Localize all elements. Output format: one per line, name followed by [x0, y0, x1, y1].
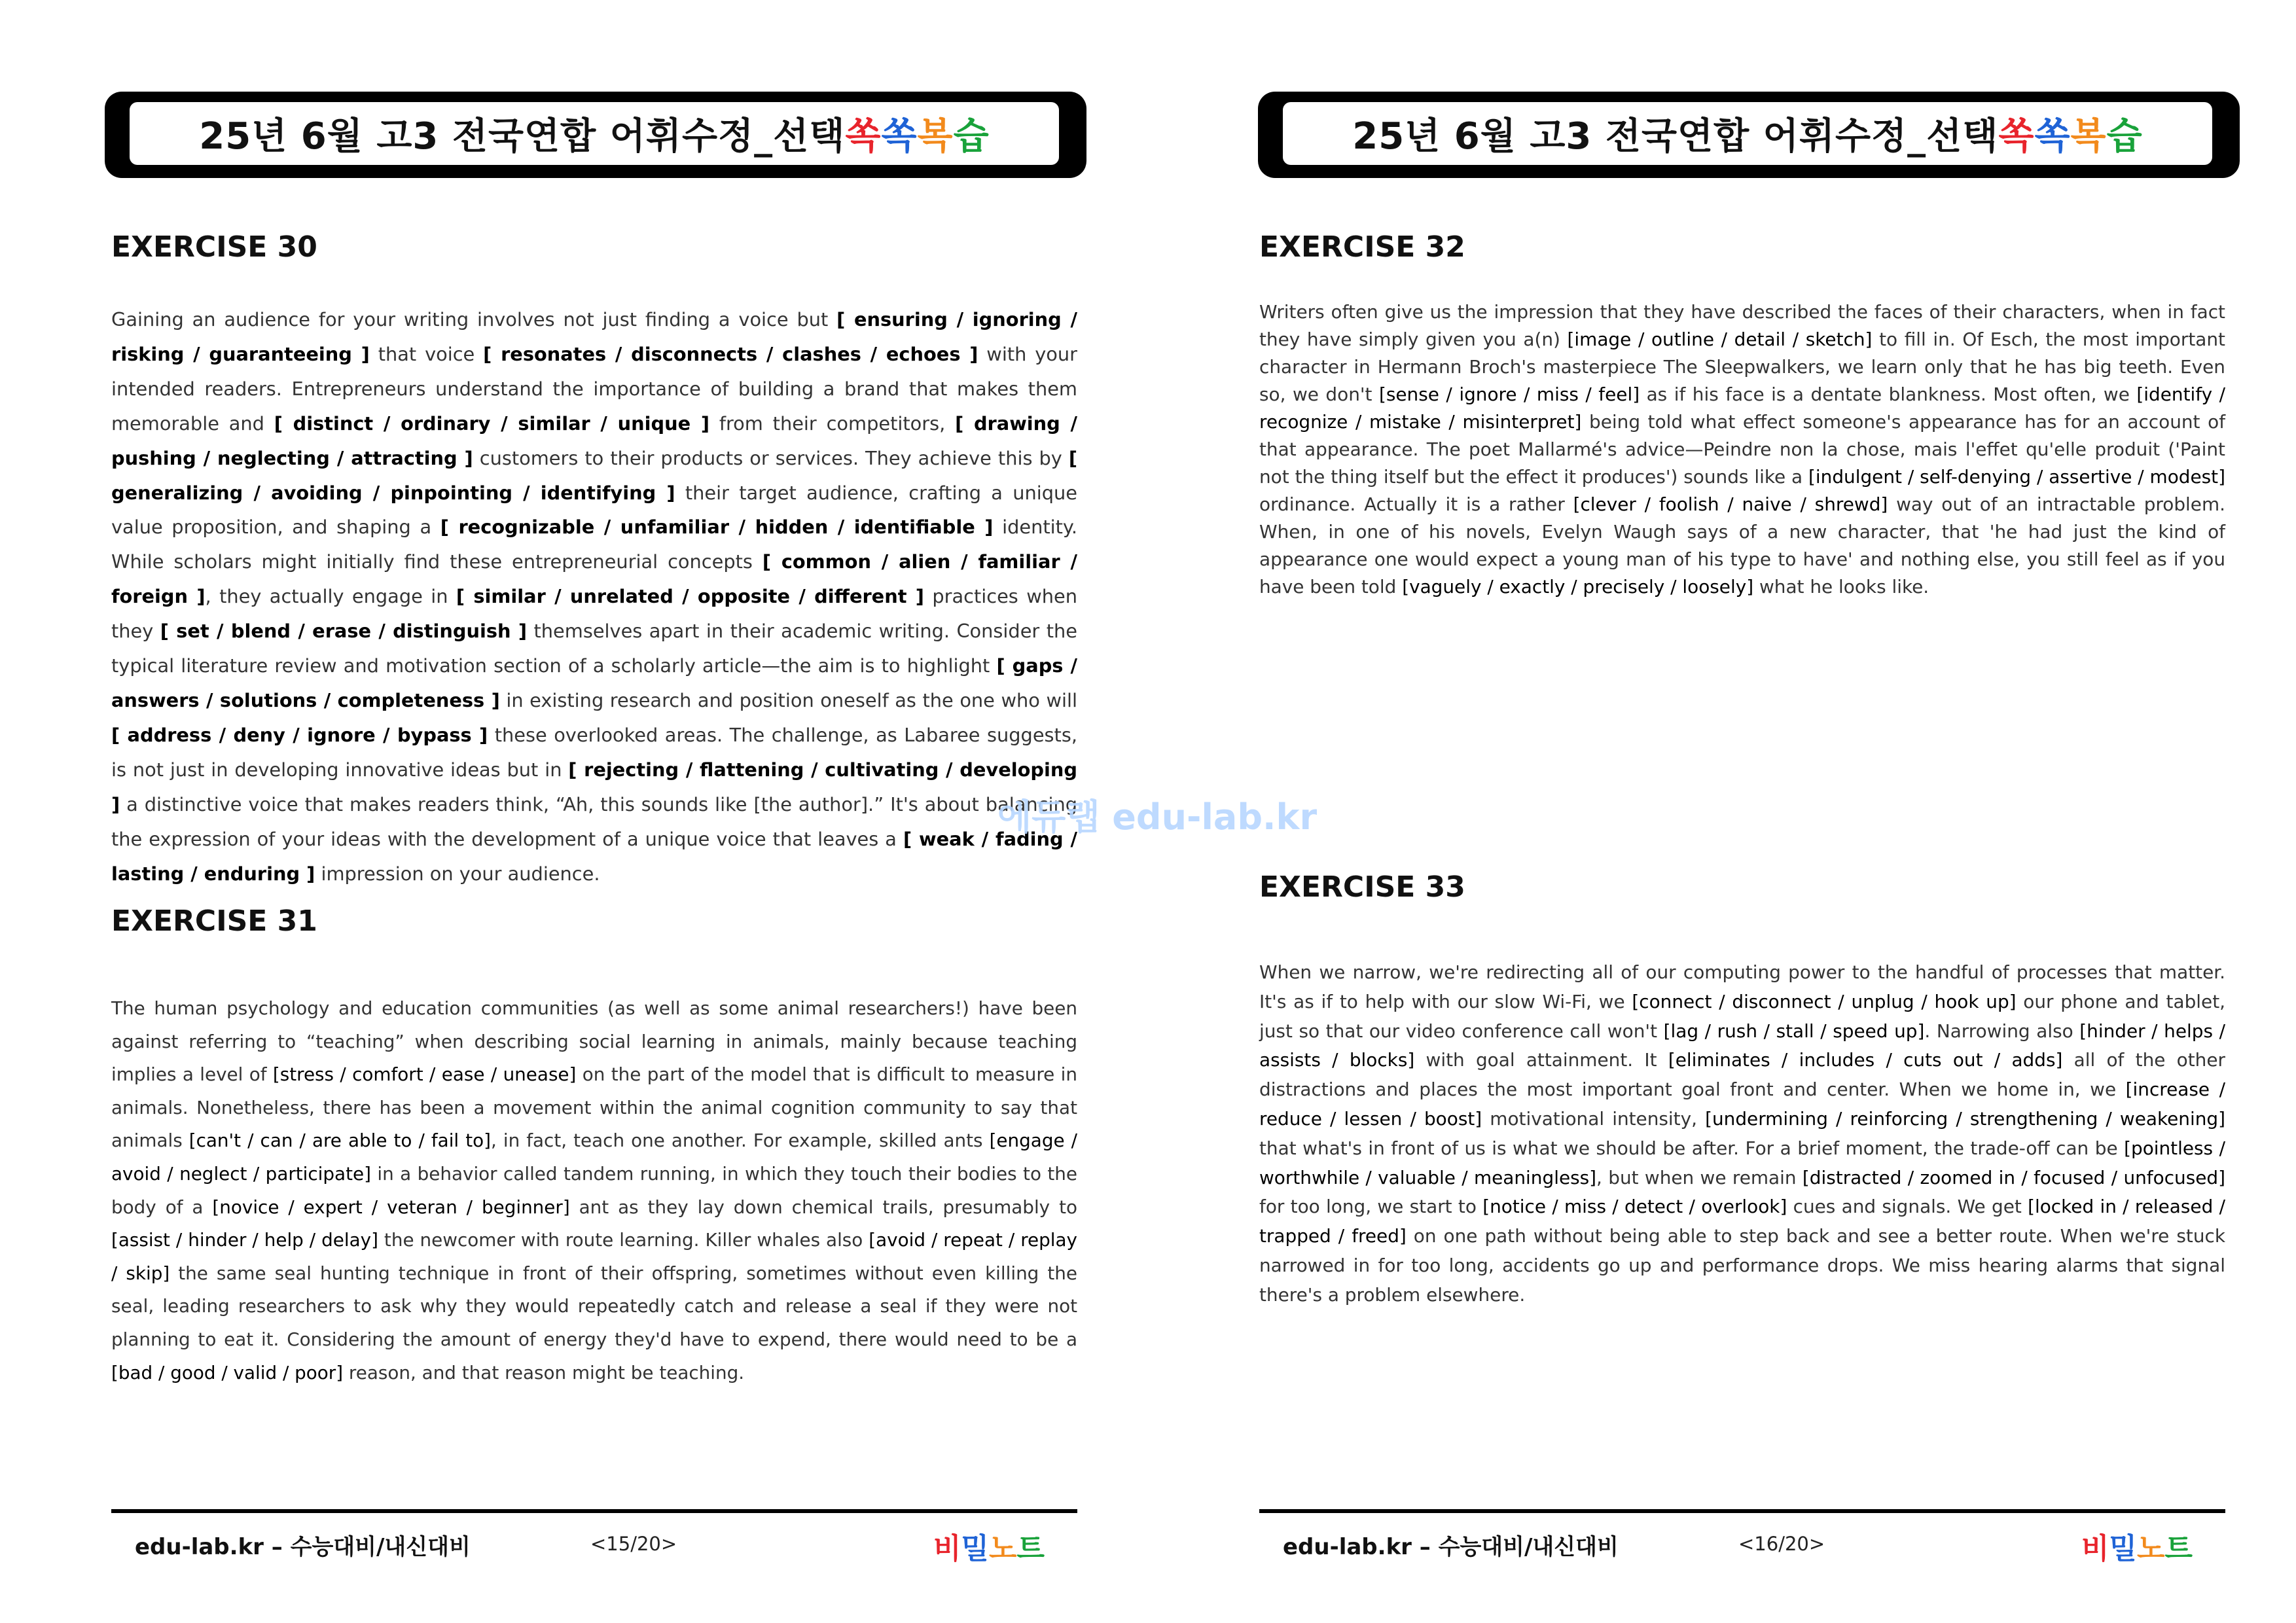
choice-bracket: [ recognizable / unfamiliar / hidden / identifiable ] [440, 516, 994, 539]
header-title [130, 102, 1059, 165]
choice-bracket: [vaguely / exactly / precisely / loosely] [1402, 576, 1754, 597]
choice-bracket: [ ensuring / ignoring / risking / guaranteeing ] [111, 308, 1077, 365]
choice-bracket: [assist / hinder / help / delay] [111, 1229, 378, 1251]
header-accent-2: 쏙 [881, 115, 918, 158]
header-banner [105, 92, 1086, 178]
choice-bracket: [ set / blend / erase / distinguish ] [160, 620, 528, 643]
header-banner [1258, 92, 2240, 178]
footer-divider [1259, 1509, 2225, 1513]
choice-bracket: [ similar / unrelated / opposite / different ] [456, 585, 924, 608]
choice-bracket: [can't / can / are able to / fail to] [188, 1130, 491, 1152]
page-16 [1148, 0, 2296, 1623]
choice-bracket: [increase / reduce / lessen / boost] [1259, 1079, 2225, 1130]
choice-bracket: [indulgent / self-denying / assertive / modest] [1808, 466, 2226, 488]
choice-bracket: [ weak / fading / lasting / enduring ] [111, 827, 1078, 885]
choice-bracket: [engage / avoid / neglect / participate] [111, 1130, 1077, 1185]
choice-bracket: [ address / deny / ignore / bypass ] [111, 723, 488, 746]
choice-bracket: [avoid / repeat / replay / skip] [111, 1229, 1077, 1284]
header-accent-4: 습 [2106, 115, 2143, 158]
choice-bracket: [notice / miss / detect / overlook] [1482, 1196, 1787, 1218]
choice-bracket: [pointless / worthwhile / valuable / meaningless] [1259, 1137, 2225, 1188]
header-title [1283, 102, 2212, 165]
footer-brand-char: 비 [2081, 1532, 2109, 1565]
header-accent-4: 습 [953, 115, 990, 158]
choice-bracket: [undermining / reinforcing / strengthening / weakening] [1705, 1107, 2225, 1130]
choice-bracket: [ generalizing / avoiding / pinpointing / identifying ] [111, 446, 1077, 504]
exercise-title: EXERCISE 31 [111, 904, 317, 938]
choice-bracket: [ distinct / ordinary / similar / unique ] [274, 412, 710, 435]
footer-brand-char: 노 [989, 1532, 1017, 1565]
header-accent-2: 쏙 [2034, 115, 2071, 158]
choice-bracket: [ common / alien / familiar / foreign ] [111, 550, 1078, 608]
choice-bracket: [clever / foolish / naive / shrewd] [1573, 493, 1888, 515]
choice-bracket: [ gaps / answers / solutions / completeness ] [111, 654, 1077, 711]
footer-brand-char: 트 [2164, 1532, 2193, 1565]
choice-bracket: [lag / rush / stall / speed up] [1663, 1020, 1925, 1042]
watermark: 에듀랩 edu-lab.kr [997, 796, 1318, 838]
choice-bracket: [locked in / released / trapped / freed] [1259, 1196, 2225, 1247]
exercise-passage: Writers often give us the impression that they have described the faces of their characters, when in fact they have simply given you a(n) [image / outline / detail / sketch] to fill in. Of Esch, the most important character in Hermann Broch's masterpiece The Sleepwalkers, we learn only that he has big teeth. Even so, we don't [sense / ignore / miss / feel] as if his face is a dentate blankness. Most often, we [identify / recognize / mistake / misinterpret] being told what effect someone's appearance has for an account of that appearance. The poet Mallarmé's advice—Peindre non la chose, mais l'effet qu'elle produit ('Paint not the thing itself but the effect it produces') sounds like a [indulgent / self-denying / assertive / modest] ordinance. Actually it is a rather [clever / foolish / naive / shrewd] way out of an intractable problem. When, in one of his novels, Evelyn Waugh says of a new character, that 'he had just the kind of appearance one would expect a young man of his type to have' and nothing else, you still feel as if you have been told [vaguely / exactly / precisely / loosely] what he looks like. [1259, 301, 2226, 597]
footer-brand-char: 밀 [2109, 1532, 2138, 1565]
choice-bracket: [eliminates / includes / cuts out / adds] [1668, 1049, 2063, 1071]
footer-brand-char: 노 [2137, 1532, 2165, 1565]
header-accent-1: 쏙 [1998, 115, 2035, 158]
header-accent-3: 복 [917, 115, 954, 158]
header-accent-1: 쏙 [845, 115, 882, 158]
choice-bracket: [connect / disconnect / unplug / hook up] [1632, 990, 2017, 1012]
footer-divider [111, 1509, 1077, 1513]
choice-bracket: [ rejecting / flattening / cultivating / developing ] [111, 758, 1077, 815]
header-title-main: 25년 6월 고3 전국연합 어휘수정_선택 [1352, 115, 1999, 158]
choice-bracket: [hinder / helps / assists / blocks] [1259, 1020, 2225, 1071]
choice-bracket: [ resonates / disconnects / clashes / echoes ] [483, 342, 978, 365]
header-accent-3: 복 [2070, 115, 2107, 158]
choice-bracket: [stress / comfort / ease / unease] [272, 1063, 577, 1086]
exercise-passage: The human psychology and education communities (as well as some animal researchers!) have been against referring to “teaching” when describing social learning in animals, mainly because teaching implies a level of [stress / comfort / ease / unease] on the part of the model that is difficult to measure in animals. Nonetheless, there has been a movement within the animal cognition community to say that animals [can't / can / are able to / fail to], in fact, teach one another. For example, skilled ants [engage / avoid / neglect / participate] in a behavior called tandem running, in which they touch their bodies to the body of a [novice / expert / veteran / beginner] ant as they lay down chemical trails, presumably to [assist / hinder / help / delay] the newcomer with route learning. Killer whales also [avoid / repeat / replay / skip] the same seal hunting technique in front of their offspring, sometimes without even killing the seal, leading researchers to ask why they would repeatedly catch and release a seal if they were not planning to eat it. Considering the amount of energy they'd have to expend, there would need to be a [bad / good / valid / poor] reason, and that reason might be teaching. [111, 997, 1078, 1383]
choice-bracket: [sense / ignore / miss / feel] [1378, 383, 1640, 405]
footer-page-number: <16/20> [1738, 1533, 1825, 1555]
choice-bracket: [bad / good / valid / poor] [111, 1361, 344, 1383]
footer-brand-char: 비 [933, 1532, 961, 1565]
footer-brand [933, 1525, 1045, 1567]
exercise-passage: When we narrow, we're redirecting all of our computing power to the handful of processes that matter. It's as if to help with our slow Wi-Fi, we [connect / disconnect / unplug / hook up] our phone and tablet, just so that our video conference call won't [lag / rush / stall / speed up]. Narrowing also [hinder / helps / assists / blocks] with goal attainment. It [eliminates / includes / cuts out / adds] all of the other distractions and places the most important goal front and center. When we home in, we [increase / reduce / lessen / boost] motivational intensity, [undermining / reinforcing / strengthening / weakening] that what's in front of us is what we should be after. For a brief moment, the trade-off can be [pointless / worthwhile / valuable / meaningless], but when we remain [distracted / zoomed in / focused / unfocused] for too long, we start to [notice / miss / detect / overlook] cues and signals. We get [locked in / released / trapped / freed] on one path without being able to step back and see a better route. When we're stuck narrowed in for too long, accidents go up and performance drops. We miss hearing alarms that signal there's a problem elsewhere. [1259, 961, 2225, 1306]
exercise-title: EXERCISE 33 [1259, 870, 1465, 904]
choice-bracket: [ drawing / pushing / neglecting / attracting ] [111, 412, 1077, 469]
choice-bracket: [identify / recognize / mistake / misinterpret] [1259, 383, 2226, 433]
footer-brand-char: 트 [1016, 1532, 1045, 1565]
footer-site-label: edu-lab.kr – 수능대비/내신대비 [135, 1534, 471, 1560]
exercise-passage: Gaining an audience for your writing involves not just finding a voice but [ ensuring / ignoring / risking / guaranteeing ] that voice [ resonates / disconnects / clashes / echoes ] with your intended readers. Entrepreneurs understand the importance of building a brand that makes them memorable and [ distinct / ordinary / similar / unique ] from their competitors, [ drawing / pushing / neglecting / attracting ] customers to their products or services. They achieve this by [ generalizing / avoiding / pinpointing / identifying ] their target audience, crafting a unique value proposition, and shaping a [ recognizable / unfamiliar / hidden / identifiable ] identity. While scholars might initially find these entrepreneurial concepts [ common / alien / familiar / foreign ], they actually engage in [ similar / unrelated / opposite / different ] practices when they [ set / blend / erase / distinguish ] themselves apart in their academic writing. Consider the typical literature review and motivation section of a scholarly article—the aim is to highlight [ gaps / answers / solutions / completeness ] in existing research and position oneself as the one who will [ address / deny / ignore / bypass ] these overlooked areas. The challenge, as Labaree suggests, is not just in developing innovative ideas but in [ rejecting / flattening / cultivating / developing ] a distinctive voice that makes readers think, “Ah, this sounds like [the author].” It's about balancing the expression of your ideas with the development of a unique voice that leaves a [ weak / fading / lasting / enduring ] impression on your audience. [111, 308, 1078, 885]
choice-bracket: [distracted / zoomed in / focused / unfocused] [1802, 1166, 2225, 1188]
footer-brand [2081, 1525, 2193, 1567]
choice-bracket: [image / outline / detail / sketch] [1567, 329, 1873, 350]
footer-page-number: <15/20> [590, 1533, 677, 1555]
footer-site-label: edu-lab.kr – 수능대비/내신대비 [1283, 1534, 1619, 1560]
choice-bracket: [novice / expert / veteran / beginner] [212, 1196, 570, 1218]
exercise-title: EXERCISE 32 [1259, 230, 1465, 264]
exercise-title: EXERCISE 30 [111, 230, 317, 264]
header-title-main: 25년 6월 고3 전국연합 어휘수정_선택 [199, 115, 846, 158]
footer-brand-char: 밀 [961, 1532, 990, 1565]
